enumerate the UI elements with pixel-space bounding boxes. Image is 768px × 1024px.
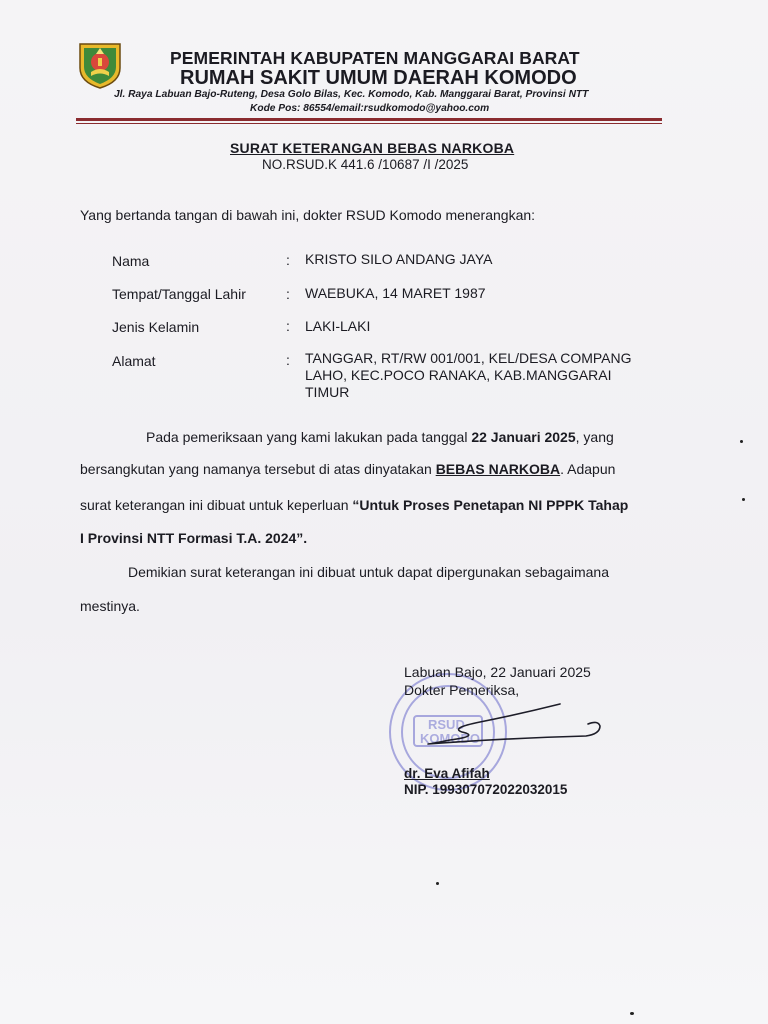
hospital-name: RUMAH SAKIT UMUM DAERAH KOMODO <box>180 67 577 89</box>
intro-text: Yang bertanda tangan di bawah ini, dokter RSUD Komodo menerangkan: <box>80 207 536 223</box>
letter-number: NO.RSUD.K 441.6 /10687 /I /2025 <box>262 157 469 172</box>
signature-place-date: Labuan Bajo, 22 Januari 2025 <box>404 664 591 680</box>
purpose-text: “Untuk Proses Penetapan NI PPPK Tahap <box>352 497 629 513</box>
field-label-birth: Tempat/Tanggal Lahir <box>112 286 246 302</box>
hospital-contact: Kode Pos: 86554/email:rsudkomodo@yahoo.com <box>250 103 490 114</box>
field-value-birth: WAEBUKA, 14 MARET 1987 <box>305 285 486 301</box>
body-paragraph-line <box>80 530 307 546</box>
scan-speck <box>740 440 743 443</box>
body-paragraph-line: Pada pemeriksaan yang kami lakukan pada tanggal 22 Januari 2025, yang <box>146 429 614 445</box>
drug-free-status: BEBAS NARKOBA <box>435 461 561 477</box>
letterhead-rule-thick <box>76 118 662 121</box>
government-name: PEMERINTAH KABUPATEN MANGGARAI BARAT <box>170 48 580 68</box>
field-value-gender: LAKI-LAKI <box>305 318 371 334</box>
examination-date: 22 Januari 2025 <box>471 429 576 445</box>
field-value-name: KRISTO SILO ANDANG JAYA <box>305 251 493 267</box>
hospital-address: Jl. Raya Labuan Bajo-Ruteng, Desa Golo Bilas, Kec. Komodo, Kab. Manggarai Barat, Provinsi NTT <box>114 89 589 100</box>
closing-paragraph-line: mestinya. <box>80 598 140 614</box>
field-value-address-line: TIMUR <box>305 384 350 400</box>
body-paragraph-line: surat keterangan ini dibuat untuk keperluan “Untuk Proses Penetapan NI PPPK Tahap <box>80 497 629 513</box>
letterhead-rule-thin <box>76 123 662 124</box>
closing-paragraph-line: Demikian surat keterangan ini dibuat untuk dapat dipergunakan sebagaimana <box>128 564 609 580</box>
field-colon: : <box>286 286 290 302</box>
signature-role: Dokter Pemeriksa, <box>404 682 520 698</box>
regency-crest-icon <box>76 40 124 90</box>
field-colon: : <box>286 352 290 368</box>
svg-text:KOMODO: KOMODO <box>420 731 480 746</box>
scan-speck <box>630 1012 634 1015</box>
handwritten-signature <box>410 700 610 750</box>
signer-nip: NIP. 199307072022032015 <box>404 782 568 797</box>
svg-text:RSUD: RSUD <box>428 717 465 732</box>
field-label-name: Nama <box>112 253 150 269</box>
signer-name: dr. Eva Afifah <box>404 766 490 781</box>
scan-speck <box>742 498 745 501</box>
field-colon: : <box>286 318 290 334</box>
scan-speck <box>436 882 439 885</box>
body-paragraph-line: bersangkutan yang namanya tersebut di atas dinyatakan BEBAS NARKOBA. Adapun <box>80 461 616 477</box>
field-colon: : <box>286 252 290 268</box>
field-label-gender: Jenis Kelamin <box>112 319 200 335</box>
field-label-address: Alamat <box>112 353 156 369</box>
field-value-address-line: TANGGAR, RT/RW 001/001, KEL/DESA COMPANG <box>305 350 632 366</box>
purpose-text-continued: I Provinsi NTT Formasi T.A. 2024”. <box>80 530 308 546</box>
letter-title: SURAT KETERANGAN BEBAS NARKOBA <box>230 140 515 156</box>
field-value-address-line: LAHO, KEC.POCO RANAKA, KAB.MANGGARAI <box>305 367 612 383</box>
